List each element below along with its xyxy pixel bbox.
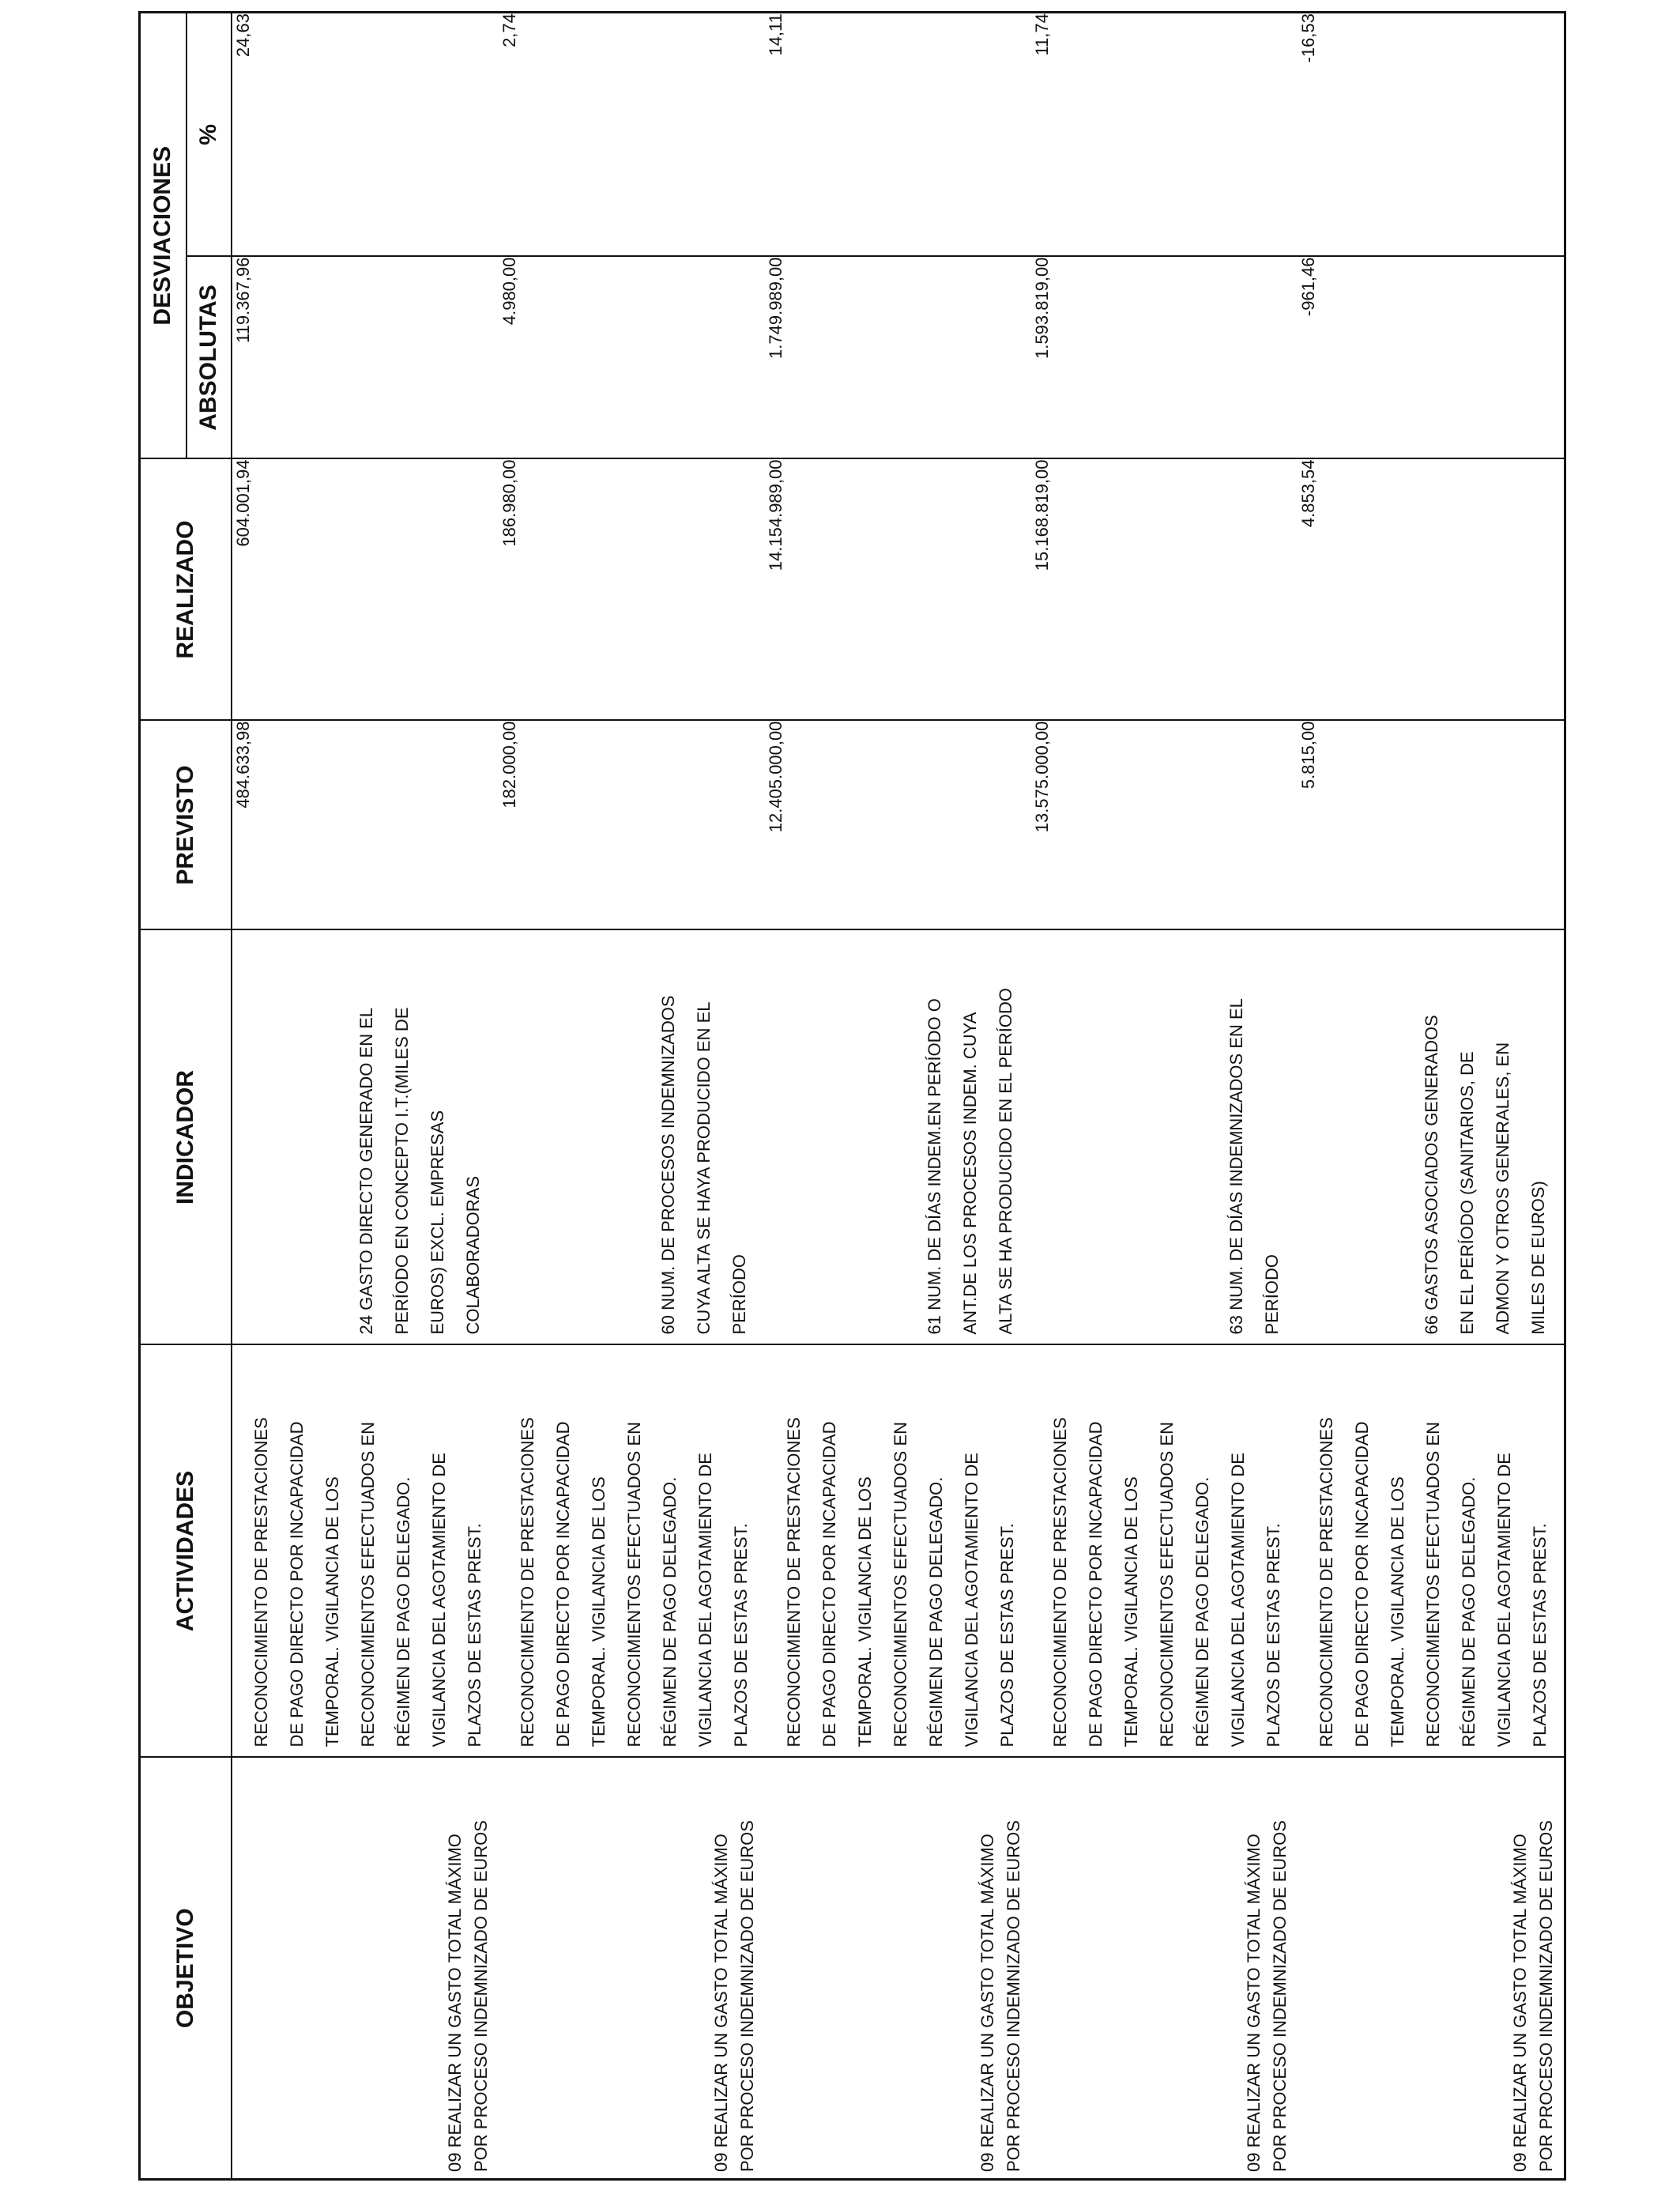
- header-actividades: ACTIVIDADES: [140, 1345, 232, 1758]
- table-row: [1298, 13, 1565, 2180]
- indicador-cell: 24 GASTO DIRECTO GENERADO EN EL PERÍODO EN CONCEPTO I.T.(MILES DE EUROS) EXCL. EMPRESAS COLABORADORAS: [356, 1007, 483, 1335]
- objetivo-cell: 09 REALIZAR UN GASTO TOTAL MÁXIMO POR PROCESO INDEMNIZADO DE EUROS: [710, 1820, 757, 2172]
- previsto-cell: 484.633,98: [232, 721, 499, 930]
- table-row: [232, 13, 499, 2180]
- table-row: [765, 13, 1031, 2180]
- header-absolutas: ABSOLUTAS: [186, 257, 232, 459]
- porcentaje-cell: -16,53: [1298, 13, 1565, 257]
- porcentaje-cell: 24,63: [232, 13, 499, 257]
- objetivo-cell: 09 REALIZAR UN GASTO TOTAL MÁXIMO POR PROCESO INDEMNIZADO DE EUROS: [1509, 1820, 1556, 2172]
- realizado-cell: 14.154.989,00: [765, 459, 1031, 721]
- porcentaje-cell: 14,11: [765, 13, 1031, 257]
- actividades-cell: RECONOCIMIENTO DE PRESTACIONES DE PAGO DIRECTO POR INCAPACIDAD TEMPORAL. VIGILANCIA DE LOS RECONOCIMIENTOS EFECTUADOS EN RÉGIMEN DE PAGO DELEGADO. VIGILANCIA DEL AGOTAMIENTO DE PLAZOS DE ESTAS PREST.: [517, 1417, 751, 1747]
- absolutas-cell: 4.980,00: [499, 257, 765, 459]
- objetivo-cell: 09 REALIZAR UN GASTO TOTAL MÁXIMO POR PROCESO INDEMNIZADO DE EUROS: [444, 1820, 491, 2172]
- header-realizado: REALIZADO: [140, 459, 232, 721]
- header-objetivo: OBJETIVO: [140, 1758, 232, 2180]
- header-previsto: PREVISTO: [140, 721, 232, 930]
- indicador-cell: 60 NUM. DE PROCESOS INDEMNIZADOS CUYA ALTA SE HAYA PRODUCIDO EN EL PERÍODO: [657, 995, 749, 1335]
- actividades-cell: RECONOCIMIENTO DE PRESTACIONES DE PAGO DIRECTO POR INCAPACIDAD TEMPORAL. VIGILANCIA DE LOS RECONOCIMIENTOS EFECTUADOS EN RÉGIMEN DE PAGO DELEGADO. VIGILANCIA DEL AGOTAMIENTO DE PLAZOS DE ESTAS PREST.: [250, 1417, 484, 1747]
- previsto-cell: 13.575.000,00: [1031, 721, 1298, 930]
- actividades-cell: RECONOCIMIENTO DE PRESTACIONES DE PAGO DIRECTO POR INCAPACIDAD TEMPORAL. VIGILANCIA DE LOS RECONOCIMIENTOS EFECTUADOS EN RÉGIMEN DE PAGO DELEGADO. VIGILANCIA DEL AGOTAMIENTO DE PLAZOS DE ESTAS PREST.: [1316, 1417, 1550, 1747]
- absolutas-cell: -961,46: [1298, 257, 1565, 459]
- realizado-cell: 15.168.819,00: [1031, 459, 1298, 721]
- indicador-cell: 61 NUM. DE DÍAS INDEM.EN PERÍODO O ANT.DE LOS PROCESOS INDEM. CUYA ALTA SE HA PRODUCIDO EN EL PERÍODO: [924, 988, 1015, 1335]
- realizado-cell: 604.001,94: [232, 459, 499, 721]
- porcentaje-cell: 2,74: [499, 13, 765, 257]
- previsto-cell: 12.405.000,00: [765, 721, 1031, 930]
- indicador-cell: 63 NUM. DE DÍAS INDEMNIZADOS EN EL PERÍODO: [1226, 998, 1282, 1335]
- previsto-cell: 5.815,00: [1298, 721, 1565, 930]
- absolutas-cell: 1.593.819,00: [1031, 257, 1298, 459]
- actividades-cell: RECONOCIMIENTO DE PRESTACIONES DE PAGO DIRECTO POR INCAPACIDAD TEMPORAL. VIGILANCIA DE LOS RECONOCIMIENTOS EFECTUADOS EN RÉGIMEN DE PAGO DELEGADO. VIGILANCIA DEL AGOTAMIENTO DE PLAZOS DE ESTAS PREST.: [1049, 1417, 1283, 1747]
- objetivo-cell: 09 REALIZAR UN GASTO TOTAL MÁXIMO POR PROCESO INDEMNIZADO DE EUROS: [977, 1820, 1023, 2172]
- header-indicador: INDICADOR: [140, 930, 232, 1345]
- rotated-table-page: [138, 13, 1556, 2181]
- header-desviaciones: DESVIACIONES: [140, 13, 186, 459]
- objectives-table: [138, 11, 1566, 2181]
- porcentaje-cell: 11,74: [1031, 13, 1298, 257]
- realizado-cell: 186.980,00: [499, 459, 765, 721]
- realizado-cell: 4.853,54: [1298, 459, 1565, 721]
- absolutas-cell: 119.367,96: [232, 257, 499, 459]
- absolutas-cell: 1.749.989,00: [765, 257, 1031, 459]
- table-row: [499, 13, 765, 2180]
- actividades-cell: RECONOCIMIENTO DE PRESTACIONES DE PAGO DIRECTO POR INCAPACIDAD TEMPORAL. VIGILANCIA DE LOS RECONOCIMIENTOS EFECTUADOS EN RÉGIMEN DE PAGO DELEGADO. VIGILANCIA DEL AGOTAMIENTO DE PLAZOS DE ESTAS PREST.: [783, 1417, 1017, 1747]
- objetivo-cell: 09 REALIZAR UN GASTO TOTAL MÁXIMO POR PROCESO INDEMNIZADO DE EUROS: [1243, 1820, 1290, 2172]
- indicador-cell: 66 GASTOS ASOCIADOS GENERADOS EN EL PERÍODO (SANITARIOS, DE ADMON Y OTROS GENERALES, EN MILES DE EUROS): [1421, 1015, 1548, 1335]
- previsto-cell: 182.000,00: [499, 721, 765, 930]
- header-porcentaje: %: [186, 13, 232, 257]
- table-row: [1031, 13, 1298, 2180]
